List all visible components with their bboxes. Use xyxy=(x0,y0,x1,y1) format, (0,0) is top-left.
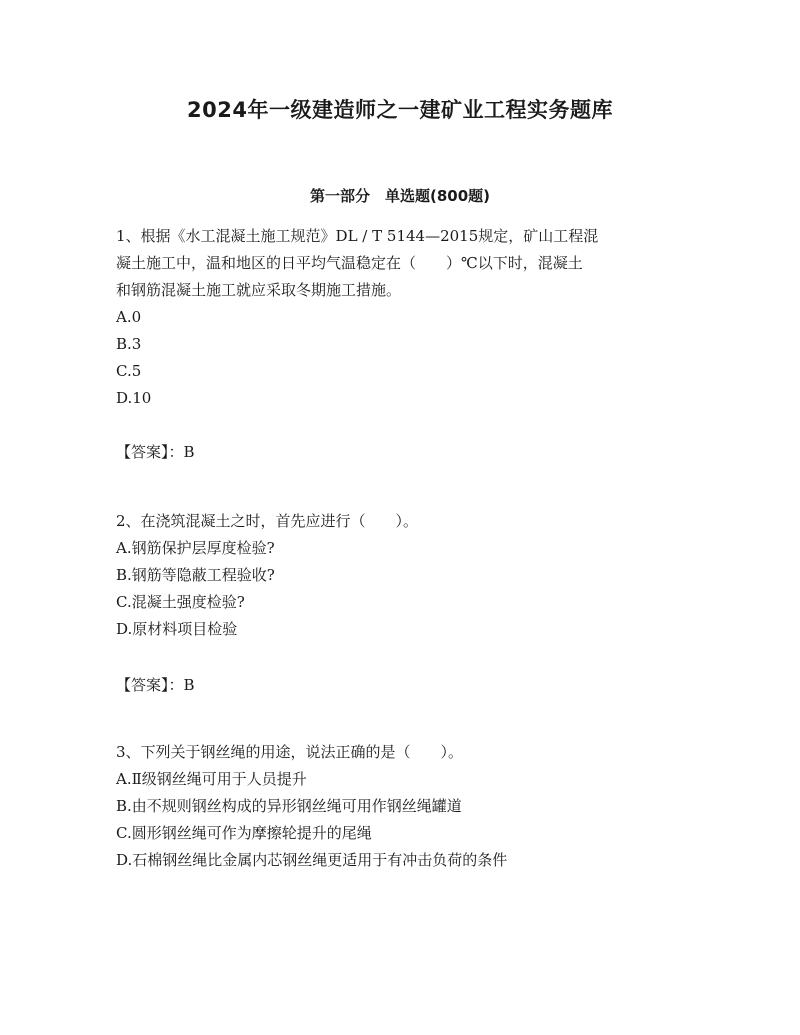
option-a: A.钢筋保护层厚度检验? xyxy=(116,539,275,557)
question-stem-line: 凝土施工中，温和地区的日平均气温稳定在（ ）℃以下时，混凝土 xyxy=(116,254,583,272)
option-c: C.混凝土强度检验? xyxy=(116,593,245,611)
question-stem-line: 2、在浇筑混凝土之时，首先应进行（ ）。 xyxy=(116,512,419,530)
answer-label: 【答案】：B xyxy=(116,443,195,461)
option-c: C.圆形钢丝绳可作为摩擦轮提升的尾绳 xyxy=(116,824,372,842)
question-stem-line: 和钢筋混凝土施工就应采取冬期施工措施。 xyxy=(116,281,402,299)
option-d: D.石棉钢丝绳比金属内芯钢丝绳更适用于有冲击负荷的条件 xyxy=(116,851,508,869)
question-stem-line: 1、根据《水工混凝土施工规范》DL / T 5144—2015规定，矿山工程混 xyxy=(116,227,599,245)
option-a: A.Ⅱ级钢丝绳可用于人员提升 xyxy=(116,770,307,788)
option-c: C.5 xyxy=(116,362,142,380)
answer-label: 【答案】：B xyxy=(116,676,195,694)
option-b: B.由不规则钢丝构成的异形钢丝绳可用作钢丝绳罐道 xyxy=(116,797,462,815)
option-d: D.10 xyxy=(116,389,152,407)
option-d: D.原材料项目检验 xyxy=(116,620,238,638)
option-b: B.3 xyxy=(116,335,142,353)
section-title: 第一部分 单选题(800题) xyxy=(309,187,491,205)
question-stem-line: 3、下列关于钢丝绳的用途，说法正确的是（ ）。 xyxy=(116,743,464,761)
option-b: B.钢筋等隐蔽工程验收? xyxy=(116,566,275,584)
page-title: 2024年一级建造师之一建矿业工程实务题库 xyxy=(187,98,613,122)
option-a: A.0 xyxy=(116,308,142,326)
